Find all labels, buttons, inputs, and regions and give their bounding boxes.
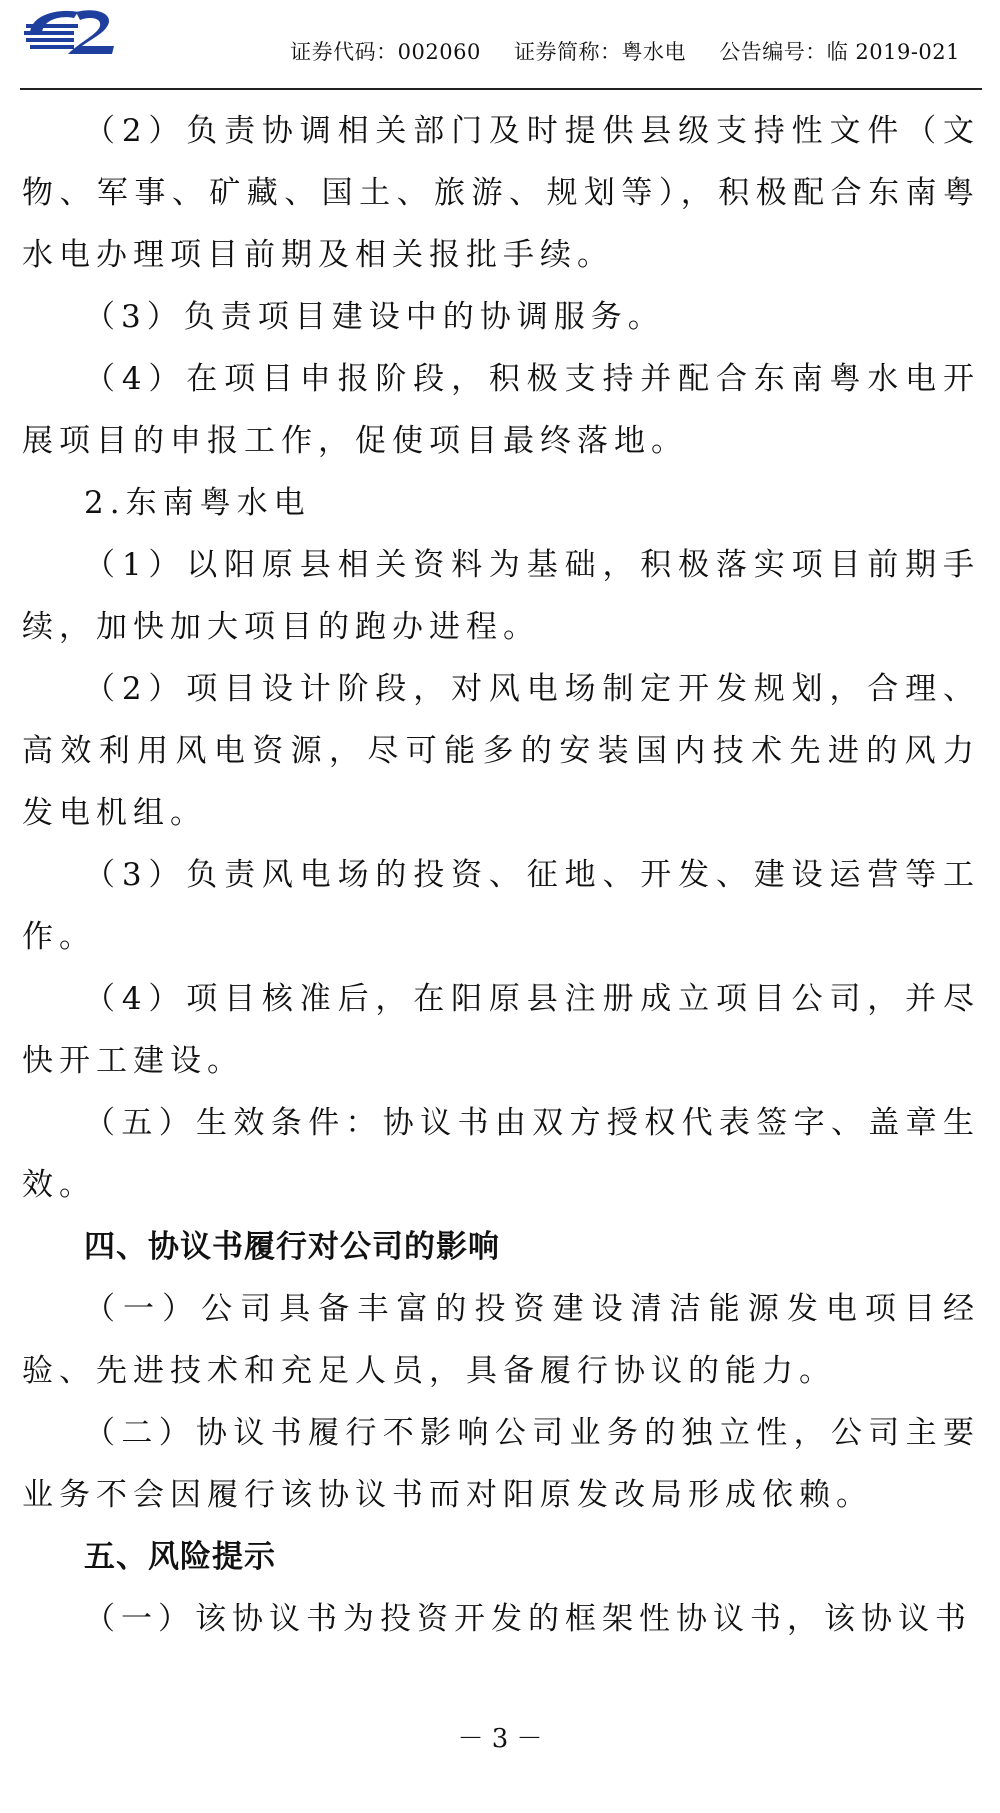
paragraph: （二）协议书履行不影响公司业务的独立性，公司主要业务不会因履行该协议书而对阳原发改局形成依赖。 [22,1415,980,1513]
subheading: 2.东南粤水电 [84,485,311,521]
header-divider [20,88,982,90]
paragraph: （4）在项目申报阶段，积极支持并配合东南粤水电开展项目的申报工作，促使项目最终落地。 [22,361,980,459]
paragraph: （五）生效条件：协议书由双方授权代表签字、盖章生效。 [22,1105,980,1203]
document-body [22,100,980,1650]
stock-abbreviation: 证券简称：粤水电 [514,40,687,64]
paragraph: （2）项目设计阶段，对风电场制定开发规划，合理、高效利用风电资源，尽可能多的安装国内技术先进的风力发电机组。 [22,671,980,831]
paragraph: （一）该协议书为投资开发的框架性协议书，该协议书 [84,1601,972,1637]
company-logo-icon [20,4,120,60]
announcement-number: 公告编号：临 2019-021 [719,40,960,64]
paragraph: （一）公司具备丰富的投资建设清洁能源发电项目经验、先进技术和充足人员，具备履行协议的能力。 [22,1291,980,1389]
page-header [20,0,980,92]
paragraph: （3）负责项目建设中的协调服务。 [84,299,665,335]
stock-code: 证券代码：002060 [290,40,481,64]
section-heading: 四、协议书履行对公司的影响 [84,1229,500,1265]
header-info [264,36,960,66]
section-heading: 五、风险提示 [84,1539,276,1575]
page-number: － 3 － [457,1724,543,1754]
paragraph: （1）以阳原县相关资料为基础，积极落实项目前期手续，加快加大项目的跑办进程。 [22,547,980,645]
paragraph: （2）负责协调相关部门及时提供县级支持性文件（文物、军事、矿藏、国土、旅游、规划等），积极配合东南粤水电办理项目前期及相关报批手续。 [22,113,980,273]
paragraph: （4）项目核准后，在阳原县注册成立项目公司，并尽快开工建设。 [22,981,980,1079]
paragraph: （3）负责风电场的投资、征地、开发、建设运营等工作。 [22,857,980,955]
